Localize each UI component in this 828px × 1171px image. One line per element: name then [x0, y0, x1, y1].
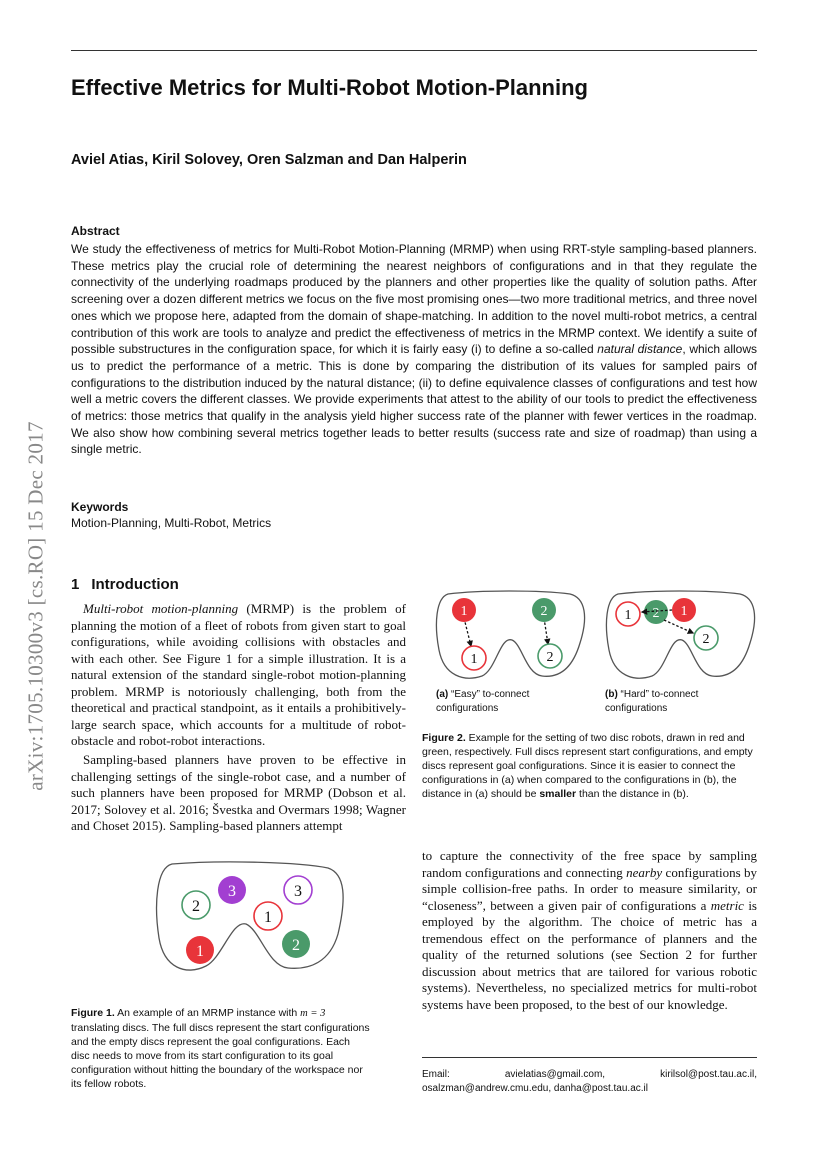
paper-title: Effective Metrics for Multi-Robot Motion-Planning	[71, 75, 588, 100]
abstract-heading: Abstract	[71, 224, 120, 238]
intro-paragraph-1: Multi-robot motion-planning (MRMP) is the problem of planning the motion of a fleet of robots from given start to goal configurations, while avoiding collisions with obstacles and with each other. See Figure 1 for a simple illustration. It is a natural extension of the standard single-robot motion-planning problem. MRMP is notoriously challenging, both from the theoretical and practical standpoint, as it entails a prohibitively-large search space, which accounts for a multitude of robot-obstacle and robot-robot interactions.	[71, 601, 406, 748]
footnote-rule	[422, 1057, 757, 1058]
svg-text:2: 2	[546, 650, 554, 665]
figure-2a-diagram	[430, 588, 590, 688]
email-link[interactable]: kirilsol@post.tau.ac.il,	[660, 1069, 757, 1080]
top-rule	[71, 50, 757, 51]
section-number: 1	[71, 576, 80, 593]
svg-text:2: 2	[292, 937, 300, 954]
section-heading	[71, 576, 179, 593]
svg-text:2: 2	[192, 898, 200, 915]
intro-paragraph-3: to capture the connectivity of the free space by sampling random configurations and connecting nearby configurations by simple collision-free paths. In order to measure similarity, or “closeness”, between a given pair of configurations a metric is employed by the algorithm. The choice of metric has a tremendous effect on the performance of planners and the quality of the returned solutions (see Section 2 for further discussion about metrics that are tailored for various robotic systems). Nevertheless, no specialized metrics for multi-robot systems have been proposed, to the best of our knowledge.	[422, 848, 758, 1012]
svg-text:2: 2	[540, 604, 548, 619]
figure-1-caption: Figure 1. An example of an MRMP instance with m = 3 translating discs. The full discs represent the start configurations and the empty discs represent the goal configurations. Each disc needs to move from its start configuration to its goal configuration without hitting the boundary of the workspace nor its fellow robots.	[71, 1007, 370, 1090]
arxiv-stamp: arXiv:1705.10300v3 [cs.RO] 15 Dec 2017	[23, 421, 48, 791]
figure-2-caption: Figure 2. Example for the setting of two disc robots, drawn in red and green, respectively. Full discs represent start configurations, and empty discs represent goal configurations. Since it is easier to connect the configurations in (a) when compared to the configurations in (b), the distance in (a) should be smaller than the distance in (b).	[422, 732, 753, 800]
abstract-emphasis: natural distance	[597, 342, 683, 357]
figure-2b-subcaption: (b) “Hard” to-connect configurations	[605, 689, 699, 714]
figure-2a-subcaption: (a) “Easy” to-connect configurations	[436, 689, 530, 714]
math-expression: m = 3	[300, 1008, 326, 1019]
svg-text:2: 2	[652, 606, 660, 621]
keywords-text: Motion-Planning, Multi-Robot, Metrics	[71, 516, 272, 530]
footnote-emails: Email: avielatias@gmail.com, kirilsol@post.tau.ac.il, osalzman@andrew.cmu.edu, danha@post.tau.ac.il	[422, 1069, 757, 1094]
svg-text:1: 1	[680, 604, 688, 619]
svg-text:3: 3	[294, 883, 302, 900]
svg-text:1: 1	[460, 604, 468, 619]
author-list: Aviel Atias, Kiril Solovey, Oren Salzman and Dan Halperin	[71, 152, 467, 168]
svg-text:1: 1	[264, 909, 272, 926]
svg-text:1: 1	[624, 608, 632, 623]
svg-text:1: 1	[470, 652, 478, 667]
keywords-heading: Keywords	[71, 500, 129, 514]
abstract-text: We study the effectiveness of metrics for Multi-Robot Motion-Planning (MRMP) when using RRT-style sampling-based planners. These metrics play the crucial role of determining the nearest neighbors of configurations and in that they regulate the connectivity of the underlying roadmaps produced by the planners and other properties like the quality of solution paths. After screening over a dozen different metrics we focus on the five most promising ones—two more traditional metrics, and three novel ones which we propose here, adapted from the domain of shape-matching. In addition to the novel multi-robot metrics, a central contribution of this work are tools to analyze and predict the effectiveness of metrics in the MRMP context. We identify a suite of possible substructures in the configuration space, for which it is fairly easy (i) to define a so-called natural distance, which allows us to predict the performance of a metric. This is done by comparing the distribution of its values for sampled pairs of configurations to the distribution induced by the natural distance; (ii) to define equivalence classes of configurations and test how well a metric covers the different classes. We provide experiments that attest to the ability of our tools to predict the effectiveness of metrics: those metrics that qualify in the analysis yield higher success rate of the planner with fewer vertices in the roadmap. We also show how combining several metrics together leads to better results (success rate and size of roadmap) than using a single metric.	[71, 242, 758, 457]
figure-2b-diagram	[600, 588, 760, 688]
intro-paragraph-2: Sampling-based planners have proven to be effective in challenging settings of the single-robot case, and a number of such planners have been proposed for MRMP (Dobson et al. 2017; Solovey et al. 2016; Švestka and Overmars 1998; Wagner and Choset 2015). Sampling-based planners attempt	[71, 752, 406, 833]
svg-text:1: 1	[196, 943, 204, 960]
svg-text:2: 2	[702, 632, 710, 647]
email-link[interactable]: avielatias@gmail.com,	[504, 1069, 606, 1080]
workspace-boundary	[157, 862, 344, 970]
figure-1-diagram	[150, 858, 350, 982]
section-title: Introduction	[91, 576, 179, 593]
svg-text:3: 3	[228, 883, 236, 900]
